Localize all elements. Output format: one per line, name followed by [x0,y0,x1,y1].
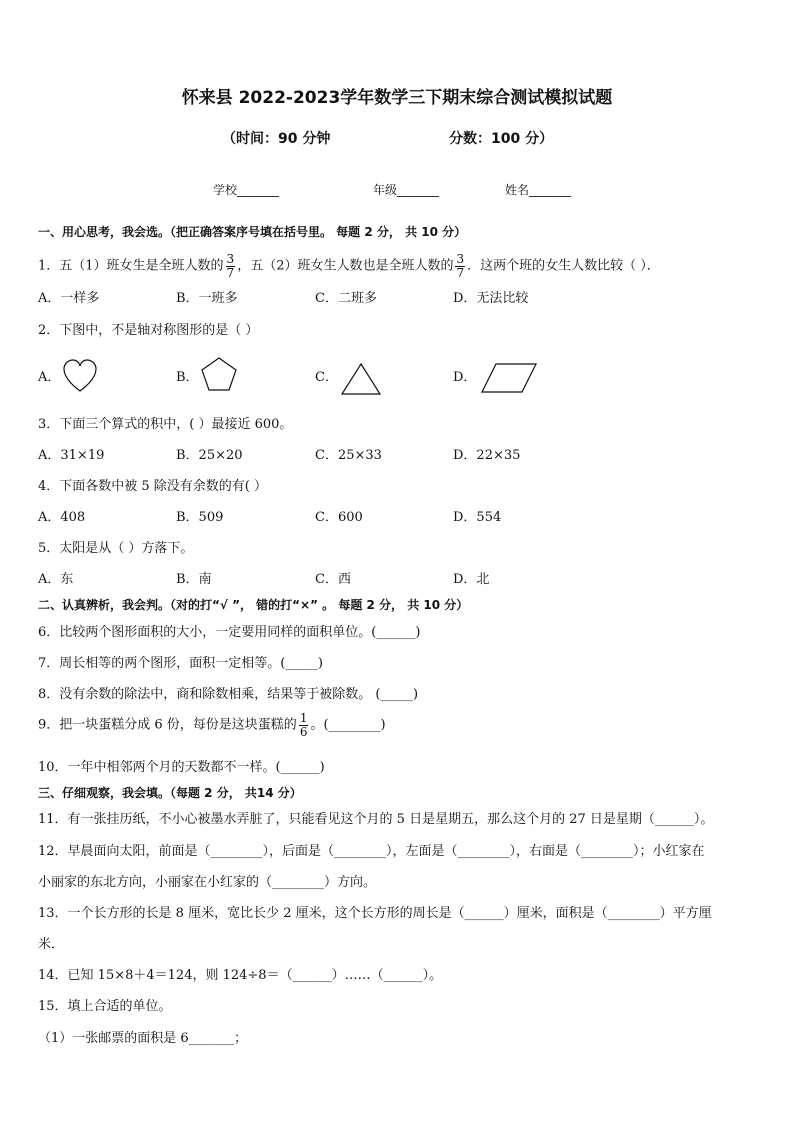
grade-field: 年级_______ [373,183,440,197]
q1-option-c: C．二班多 [315,291,377,306]
fraction-denominator: 6 [299,724,308,739]
q4-option-c: C．600 [315,510,363,525]
q1-option-b: B．一班多 [176,291,238,306]
fraction-denominator: 7 [226,265,235,280]
page-title: 怀来县 2022-2023学年数学三下期末综合测试模拟试题 [181,88,613,108]
fraction-3-7 [226,253,236,279]
q1-text-a: 1．五（1）班女生是全班人数的 [38,258,224,274]
fraction-denominator: 7 [456,265,465,280]
exam-score: 分数：100 分） [449,131,554,147]
question-4: 4．下面各数中被 5 除没有余数的有( ） [38,479,268,494]
question-2: 2．下图中，不是轴对称图形的是（ ） [38,323,259,338]
parallelogram-icon [480,362,538,394]
fraction-numerator: 1 [299,711,308,725]
question-8: 8．没有余数的除法中，商和除数相乘，结果等于被除数。 (_____) [38,687,419,702]
pentagon-icon [200,356,238,392]
fraction-numerator: 3 [226,252,235,266]
q5-option-d: D．北 [453,572,490,587]
question-13-line-1: 13．一个长方形的长是 8 厘米，宽比长少 2 厘米，这个长方形的周长是（______）厘米，面积是（________）平方厘 [38,906,712,921]
q5-option-c: C．西 [315,572,351,587]
question-7: 7．周长相等的两个图形，面积一定相等。(_____) [38,656,323,671]
exam-time: （时间：90 分钟 [222,131,331,147]
question-1 [38,253,660,279]
question-10: 10．一年中相邻两个月的天数都不一样。(______) [38,760,325,775]
question-9 [38,712,386,738]
q4-option-d: D．554 [453,510,502,525]
fraction-1-6 [299,712,309,738]
section-1-heading: 一、用心思考，我会选。（把正确答案序号填在括号里。 每题 2 分， 共 10 分） [38,225,467,239]
heart-icon [62,358,98,394]
q3-option-d: D．22×35 [453,448,521,463]
school-field: 学校_______ [213,183,280,197]
fraction-3-7 [455,253,465,279]
q1-option-d: D．无法比较 [453,291,529,306]
q4-option-a: A．408 [38,510,86,525]
name-field: 姓名_______ [505,183,572,197]
q4-option-b: B．509 [176,510,224,525]
question-12-line-1: 12．早晨面向太阳，前面是（________），后面是（________），左面是（________），右面是（________）；小红家在 [38,844,705,859]
q2-option-c: C． [315,370,338,385]
section-3-heading: 三、仔细观察，我会填。（每题 2 分， 共14 分） [38,786,302,800]
question-5: 5．太阳是从（ ）方落下。 [38,541,194,556]
q2-option-d: D． [453,370,477,385]
q1-option-a: A．一样多 [38,291,100,306]
q3-option-c: C．25×33 [315,448,382,463]
q2-option-a: A． [38,370,61,385]
q5-option-b: B．南 [176,572,212,587]
question-12-line-2: 小丽家的东北方向，小丽家在小红家的（________）方向。 [38,875,377,890]
question-14: 14．已知 15×8＋4＝124，则 124÷8＝（______）……（______）。 [38,968,443,983]
q9-text-a: 9．把一块蛋糕分成 6 份，每份是这块蛋糕的 [38,717,297,733]
q1-text-c: ．这两个班的女生人数比较（ ）． [467,258,660,274]
question-6: 6．比较两个图形面积的大小，一定要用同样的面积单位。(______) [38,625,421,640]
triangle-icon [340,362,382,396]
q3-option-a: A．31×19 [38,448,105,463]
q9-text-b: 。(________) [310,717,386,733]
question-15: 15．填上合适的单位。 [38,999,172,1014]
question-11: 11．有一张挂历纸，不小心被墨水弄脏了，只能看见这个月的 5 日是星期五，那么这个月的 27 日是星期（______）。 [38,812,714,827]
q5-option-a: A．东 [38,572,74,587]
fraction-numerator: 3 [456,252,465,266]
q2-option-b: B． [176,370,199,385]
question-15-part-1: （1）一张邮票的面积是 6_______； [38,1031,248,1046]
q1-text-b: ，五（2）班女生人数也是全班人数的 [237,258,454,274]
question-13-line-2: 米． [38,937,65,952]
q3-option-b: B．25×20 [176,448,243,463]
section-2-heading: 二、认真辨析，我会判。（对的打“√ ”， 错的打“×” 。 每题 2 分， 共 10 分） [38,598,469,612]
question-3: 3．下面三个算式的积中，( ）最接近 600。 [38,417,293,432]
